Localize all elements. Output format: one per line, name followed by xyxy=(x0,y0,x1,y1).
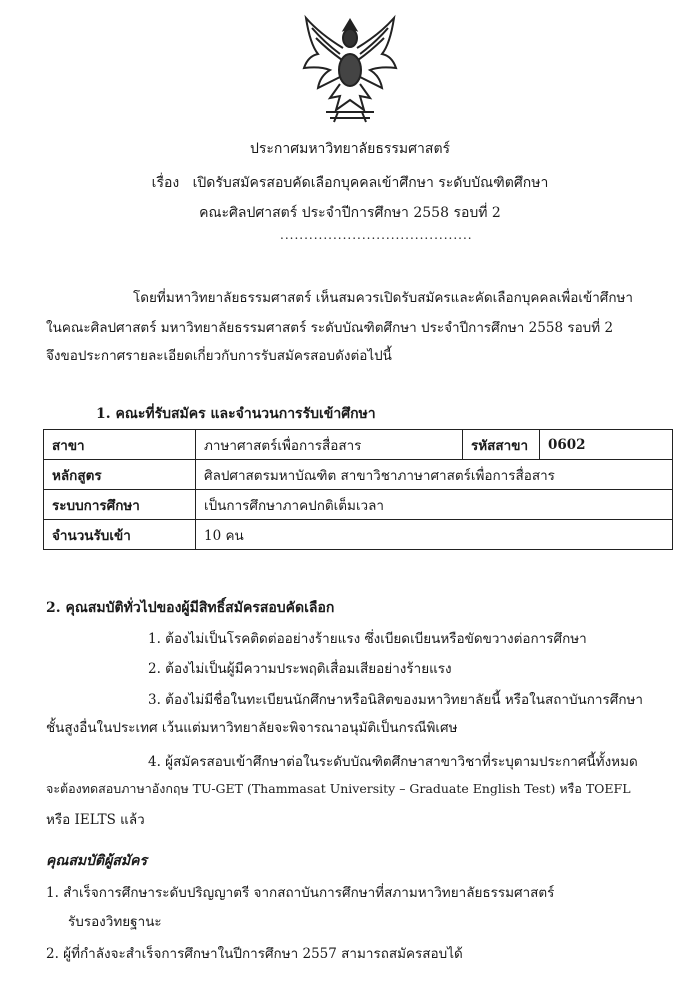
header-divider-dots: ........................................ xyxy=(280,228,473,242)
intake-value: 10 คน xyxy=(196,520,673,550)
applicant-qualifications-title: คุณสมบัติผู้สมัคร xyxy=(46,853,147,869)
study-system-label: ระบบการศึกษา xyxy=(44,490,196,520)
table-row xyxy=(44,520,673,550)
major-label: สาขา xyxy=(44,430,196,460)
program-label: หลักสูตร xyxy=(44,460,196,490)
announcement-title: ประกาศมหาวิทยาลัยธรรมศาสตร์ xyxy=(249,141,451,157)
section-1-title: 1. คณะที่รับสมัคร และจำนวนการรับเข้าศึกษา xyxy=(96,406,376,422)
subject-text: เปิดรับสมัครสอบคัดเลือกบุคคลเข้าศึกษา ระดับบัณฑิตศึกษา xyxy=(192,175,549,191)
general-qual-item-1: 1. ต้องไม่เป็นโรคติดต่ออย่างร้ายแรง ซึ่งเบียดเบียนหรือขัดขวางต่อการศึกษา xyxy=(148,631,587,647)
table-row xyxy=(44,460,673,490)
intro-line-2: ในคณะศิลปศาสตร์ มหาวิทยาลัยธรรมศาสตร์ ระดับบัณฑิตศึกษา ประจำปีการศึกษา 2558 รอบที่ 2 xyxy=(46,320,614,336)
study-system-value: เป็นการศึกษาภาคปกติเต็มเวลา xyxy=(196,490,673,520)
major-code-label: รหัสสาขา xyxy=(463,430,540,460)
intro-line-3: จึงขอประกาศรายละเอียดเกี่ยวกับการรับสมัครสอบดังต่อไปนี้ xyxy=(46,348,392,364)
intro-line-1: โดยที่มหาวิทยาลัยธรรมศาสตร์ เห็นสมควรเปิดรับสมัครและคัดเลือกบุคคลเพื่อเข้าศึกษา xyxy=(133,290,633,306)
announcement-subject xyxy=(0,172,700,194)
section-2-title: 2. คุณสมบัติทั่วไปของผู้มีสิทธิ์สมัครสอบคัดเลือก xyxy=(46,600,335,616)
general-qual-item-4-line-2: จะต้องทดสอบภาษาอังกฤษ TU-GET (Thammasat University – Graduate English Test) หรือ TOEFL xyxy=(46,781,631,796)
major-value: ภาษาศาสตร์เพื่อการสื่อสาร xyxy=(196,430,463,460)
general-qual-item-3-line-1: 3. ต้องไม่มีชื่อในทะเบียนนักศึกษาหรือนิสิตของมหาวิทยาลัยนี้ หรือในสถาบันการศึกษา xyxy=(148,692,643,708)
applicant-qual-item-2: 2. ผู้ที่กำลังจะสำเร็จการศึกษาในปีการศึกษา 2557 สามารถสมัครสอบได้ xyxy=(46,946,463,962)
faculty-intake-table xyxy=(43,429,673,550)
subject-label: เรื่อง xyxy=(151,175,180,191)
general-qual-item-3-line-2: ชั้นสูงอื่นในประเทศ เว้นแต่มหาวิทยาลัยจะพิจารณาอนุมัติเป็นกรณีพิเศษ xyxy=(46,720,458,736)
general-qual-item-4-line-3: หรือ IELTS แล้ว xyxy=(46,812,145,828)
general-qual-item-4-line-1: 4. ผู้สมัครสอบเข้าศึกษาต่อในระดับบัณฑิตศึกษาสาขาวิชาที่ระบุตามประกาศนี้ทั้งหมด xyxy=(148,754,638,770)
intake-label: จำนวนรับเข้า xyxy=(44,520,196,550)
major-code-value: 0602 xyxy=(540,430,673,460)
program-value: ศิลปศาสตรมหาบัณฑิต สาขาวิชาภาษาศาสตร์เพื่อการสื่อสาร xyxy=(196,460,673,490)
table-row xyxy=(44,430,673,460)
applicant-qual-item-1-line-2: รับรองวิทยฐานะ xyxy=(68,914,162,930)
announcement-faculty-line: คณะศิลปศาสตร์ ประจำปีการศึกษา 2558 รอบที่ 2 xyxy=(199,205,501,221)
general-qual-item-2: 2. ต้องไม่เป็นผู้มีความประพฤติเสื่อมเสียอย่างร้ายแรง xyxy=(148,661,452,677)
table-row xyxy=(44,490,673,520)
applicant-qual-item-1-line-1: 1. สำเร็จการศึกษาระดับปริญญาตรี จากสถาบันการศึกษาที่สภามหาวิทยาลัยธรรมศาสตร์ xyxy=(46,885,555,901)
garuda-emblem-icon xyxy=(300,14,400,124)
